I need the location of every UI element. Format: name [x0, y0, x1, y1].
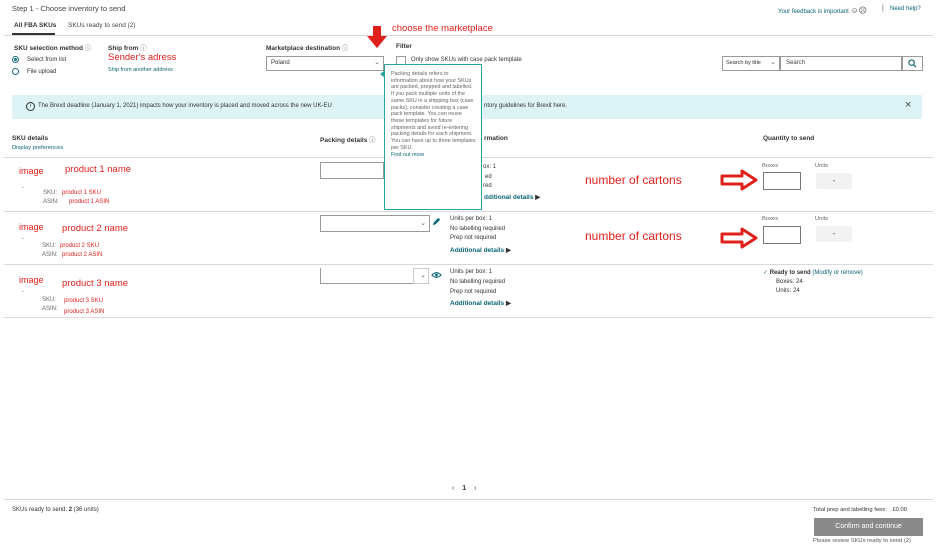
banner-text: The Brexit deadline (January 1, 2021) impacts how your inventory is placed and moved across the new UK-EU [38, 103, 332, 109]
units-label: Units [815, 216, 829, 222]
pagination-prev[interactable]: ‹ [452, 485, 455, 492]
additional-details-label: Additional details [450, 300, 505, 307]
asin-label: ASIN: [42, 252, 58, 258]
packing-select[interactable] [320, 215, 430, 232]
prep-status: Prep not required [450, 289, 497, 295]
product-image-placeholder: image [19, 166, 44, 176]
search-button[interactable] [902, 56, 923, 71]
asin-label: ASIN: [42, 306, 58, 312]
chevron-down-icon: ⌄ [420, 272, 426, 279]
skus-ready-units: (36 units) [73, 507, 99, 513]
row-divider [4, 317, 933, 318]
packing-select[interactable] [320, 268, 429, 284]
feedback-faces-icon[interactable]: ☺☹ [850, 6, 868, 15]
footer-divider [4, 499, 933, 500]
column-header-packing-details [320, 135, 376, 144]
labelling-status: No labelling required [450, 279, 506, 285]
boxes-summary: Boxes: 24 [776, 279, 803, 285]
pagination [452, 485, 477, 492]
pagination-current-page: 1 [462, 485, 467, 492]
product-image-placeholder: image [19, 222, 44, 232]
row-divider [4, 264, 933, 265]
marketplace-label: Marketplace destination [266, 45, 341, 52]
boxes-label: Boxes [762, 216, 779, 222]
ship-from-label: Ship from [108, 45, 139, 52]
row-dash: - [22, 236, 24, 242]
sku-selection-heading [14, 43, 91, 52]
product-image-placeholder: image [19, 275, 44, 285]
prep-status: Prep not required [450, 235, 497, 241]
marketplace-heading [266, 43, 348, 52]
radio-label-select-from-list: Select from list [27, 57, 67, 63]
sku-label: SKU: [42, 297, 57, 303]
column-header-quantity: Quantity to send [763, 135, 815, 142]
radio-select-from-list[interactable] [12, 56, 19, 63]
row-dash: - [22, 289, 24, 295]
packing-details-tooltip [384, 64, 482, 210]
tab-skus-ready[interactable]: SKUs ready to send (2) [68, 22, 136, 29]
review-skus-note[interactable]: Please review SKUs ready to send (2) [813, 538, 911, 544]
asin-label: ASIN: [43, 199, 59, 205]
page-step-title: Step 1 - Choose inventory to send [12, 4, 126, 13]
chevron-down-icon: ⌄ [420, 220, 426, 227]
tooltip-pointer [380, 70, 385, 78]
tabs-divider [4, 35, 933, 36]
search-placeholder: Search [786, 60, 806, 66]
play-right-icon: ▶ [505, 247, 511, 254]
packing-select[interactable] [320, 162, 384, 179]
confirm-and-continue-button[interactable]: Confirm and continue [814, 518, 923, 536]
close-icon[interactable]: × [905, 99, 912, 111]
chevron-down-icon: ⌄ [770, 59, 776, 66]
prep-status: red [483, 183, 492, 189]
checkmark-icon: ✓ [763, 270, 769, 276]
column-header-sku-details: SKU details [12, 135, 49, 142]
feedback-link[interactable] [778, 6, 867, 15]
info-circle-icon: i [26, 102, 35, 111]
annotation-number-of-cartons: number of cartons [585, 229, 682, 243]
radio-file-upload[interactable] [12, 68, 19, 75]
search-input[interactable] [780, 56, 902, 71]
row-dash: - [22, 185, 24, 191]
fees-value: £0.00 [892, 507, 907, 513]
modify-or-remove-link[interactable]: (Modify or remove) [812, 270, 863, 276]
marketplace-select[interactable] [266, 56, 384, 71]
marketplace-selected-value: Poland [271, 60, 290, 66]
ship-from-another-address-link[interactable]: Ship from another address [108, 67, 173, 73]
boxes-input[interactable] [763, 172, 801, 190]
row-divider [4, 211, 933, 212]
boxes-input[interactable] [763, 226, 801, 244]
annotation-senders-address: Sender's adress [108, 52, 177, 63]
eye-view-icon[interactable] [431, 271, 442, 279]
skus-ready-summary [12, 507, 99, 513]
search-scope-value: Search by title [726, 60, 761, 66]
pencil-edit-icon[interactable] [432, 217, 441, 226]
additional-details-link[interactable] [484, 193, 540, 201]
radio-label-file-upload: File upload [27, 69, 57, 75]
additional-details-link[interactable] [450, 299, 511, 307]
additional-details-label: dditional details [484, 194, 534, 201]
additional-details-link[interactable] [450, 246, 511, 254]
header-divider: | [882, 5, 884, 12]
sku-selection-label: SKU selection method [14, 45, 83, 52]
additional-details-label: Additional details [450, 247, 505, 254]
product-name[interactable]: product 1 name [65, 164, 132, 175]
pagination-next[interactable]: › [474, 485, 477, 492]
brexit-guidelines-link[interactable]: ntory guidelines for Brexit here. [484, 103, 568, 109]
tooltip-text: Packing details refers to information about how your SKUs are packed, prepped and labelled. If you pack multiple units of the same SKU in a shipping box (case packs), consider creating a case pack template. You can reuse these templates for future shipments and avoid re-entering packing details for each shipment. You can have up to three templates per SKU. [391, 71, 476, 151]
info-icon[interactable]: ⓘ [369, 137, 376, 144]
product-name[interactable]: product 2 name [62, 223, 129, 234]
sku-value: product 1 SKU [62, 190, 102, 196]
column-header-information: rmation [484, 135, 508, 142]
info-icon[interactable]: ⓘ [140, 45, 147, 52]
sku-label: SKU: [42, 243, 57, 249]
fees-summary [813, 507, 907, 513]
filter-heading: Filter [396, 43, 412, 50]
ship-from-heading [108, 43, 147, 52]
skus-ready-label: SKUs ready to send: [12, 507, 68, 513]
info-icon[interactable]: ⓘ [341, 45, 349, 52]
display-preferences-link[interactable]: Display preferences [12, 145, 64, 151]
sku-value: product 2 SKU [60, 243, 100, 249]
annotation-number-of-cartons: number of cartons [585, 173, 682, 187]
labelling-status: ed [485, 174, 492, 180]
play-right-icon: ▶ [535, 194, 541, 201]
labelling-status: No labelling required [450, 226, 506, 232]
annotation-right-arrow-icon [720, 227, 758, 249]
product-name[interactable]: product 3 name [62, 278, 129, 289]
chevron-down-icon: ⌄ [374, 59, 380, 66]
units-per-box: Units per box: 1 [450, 216, 493, 222]
skus-ready-count: 2 [68, 507, 73, 513]
sku-label: SKU: [43, 190, 58, 196]
annotation-choose-marketplace: choose the marketplace [392, 23, 493, 34]
annotation-down-arrow-icon [364, 24, 390, 50]
info-icon[interactable]: ⓘ [84, 45, 92, 52]
asin-value: product 2 ASIN [62, 252, 103, 258]
asin-value: product 1 ASIN [69, 199, 110, 205]
units-value: - [816, 173, 852, 189]
units-value: - [816, 226, 852, 242]
asin-value: product 3 ASIN [64, 309, 105, 315]
search-scope-select[interactable] [722, 56, 780, 71]
help-link[interactable]: Need help? [890, 6, 921, 12]
tab-all-fba-skus[interactable]: All FBA SKUs [14, 22, 57, 29]
annotation-right-arrow-icon [720, 169, 758, 191]
ready-to-send-label: Ready to send [769, 270, 811, 276]
ready-to-send-status [763, 269, 863, 276]
units-per-box: Units per box: 1 [450, 269, 493, 275]
find-out-more-link[interactable]: Find out more [391, 152, 425, 159]
sku-value: product 3 SKU [64, 298, 104, 304]
units-per-box: ox: 1 [483, 164, 497, 170]
play-right-icon: ▶ [505, 300, 511, 307]
units-summary: Units: 24 [776, 288, 800, 294]
boxes-label: Boxes [762, 163, 779, 169]
filter-checkbox-label: Only show SKUs with case pack template [411, 57, 522, 63]
units-label: Units [815, 163, 829, 169]
fees-label: Total prep and labelling fees: [813, 507, 887, 513]
feedback-label: Your feedback is important [778, 9, 849, 15]
packing-details-label: Packing details [320, 137, 368, 144]
search-icon [908, 59, 917, 68]
